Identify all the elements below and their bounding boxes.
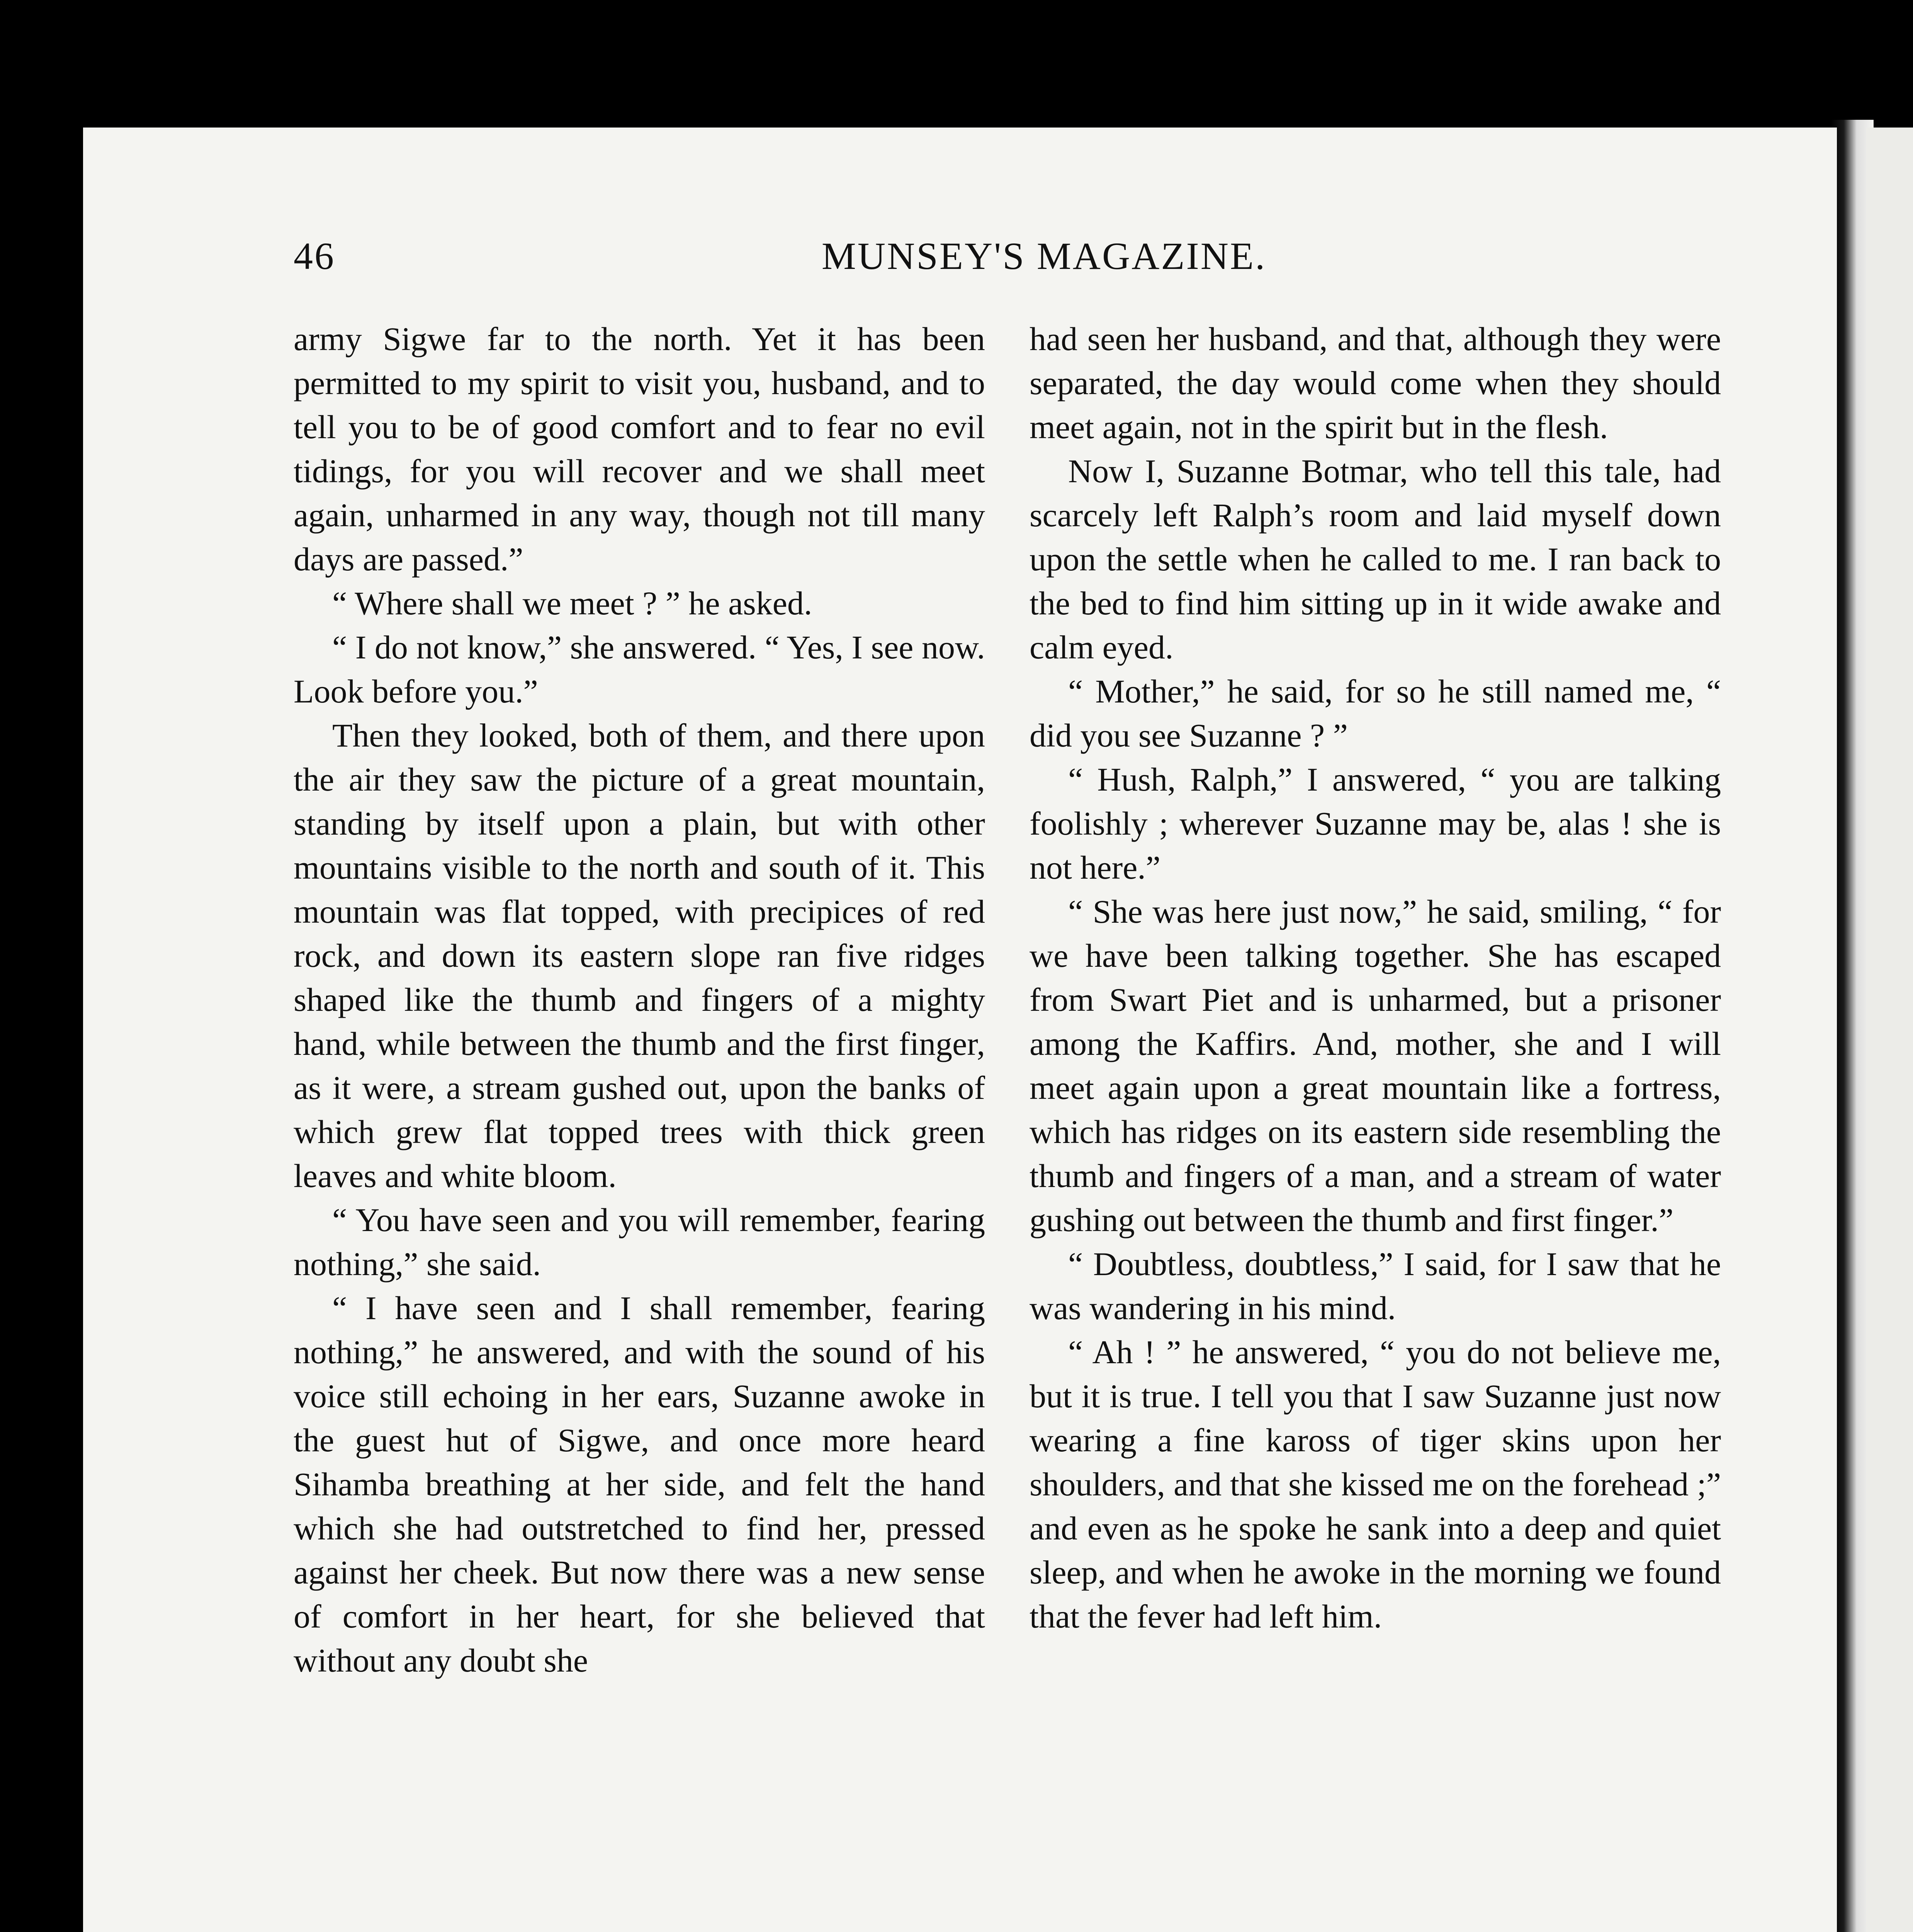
running-title: MUNSEY'S MAGAZINE.: [821, 235, 1267, 277]
paragraph: Now I, Suzanne Botmar, who tell this tale, had scarcely left Ralph’s room and laid myself down upon the settle when he called to me. I ran back to the bed to find him sitting up in it wide awake and calm eyed.: [1030, 452, 1721, 666]
left-column: [294, 317, 985, 1682]
paragraph: “ Hush, Ralph,” I answered, “ you are talking foolishly ; wherever Suzanne may be, alas ! she is not here.”: [1030, 761, 1721, 886]
magazine-page: [83, 128, 1837, 1932]
paragraph: army Sigwe far to the north. Yet it has been permitted to my spirit to visit you, husband, and to tell you to be of good comfort and to fear no evil tidings, for you will recover and we shall meet again, unharmed in any way, though not till many days are passed.”: [294, 320, 985, 578]
page-number: 46: [294, 235, 335, 277]
paragraph: “ She was here just now,” he said, smiling, “ for we have been talking together. She has escaped from Swart Piet and is unharmed, but a prisoner among the Kaffirs. And, mother, she and I will meet again upon a great mountain like a fortress, which has ridges on its eastern side resembling the thumb and fingers of a man, and a stream of water gushing out between the thumb and first finger.”: [1030, 893, 1721, 1238]
paragraph: “ You have seen and you will remember, fearing nothing,” she said.: [294, 1201, 985, 1282]
adjacent-page-edge: [1866, 128, 1913, 1932]
paragraph: “ I do not know,” she answered. “ Yes, I see now. Look before you.”: [294, 629, 985, 710]
paragraph: “ I have seen and I shall remember, fearing nothing,” he answered, and with the sound of his voice still echoing in her ears, Suzanne awoke in the guest hut of Sigwe, and once more heard Sihamba breathing at her side, and felt the hand which she had outstretched to find her, pressed against her cheek. But now there was a new sense of comfort in her heart, for she believed that without any doubt she: [294, 1289, 985, 1679]
paragraph: “ Ah ! ” he answered, “ you do not believe me, but it is true. I tell you that I saw Suzanne just now wearing a fine kaross of tiger skins upon her shoulders, and that she kissed me on the forehead ;” and even as he spoke he sank into a deep and quiet sleep, and when he awoke in the morning we found that the fever had left him.: [1030, 1333, 1721, 1635]
paragraph: had seen her husband, and that, although they were separated, the day would come when they should meet again, not in the spirit but in the flesh.: [1030, 320, 1721, 446]
paragraph: “ Doubtless, doubtless,” I said, for I saw that he was wandering in his mind.: [1030, 1245, 1721, 1327]
paragraph: “ Where shall we meet ? ” he asked.: [332, 585, 812, 622]
right-column: [1030, 317, 1721, 1638]
paragraph: Then they looked, both of them, and there upon the air they saw the picture of a great mountain, standing by itself upon a plain, but with other mountains visible to the north and south of it. This mountain was flat topped, with precipices of red rock, and down its eastern slope ran five ridges shaped like the thumb and fingers of a mighty hand, while between the thumb and the first finger, as it were, a stream gushed out, upon the banks of which grew flat topped trees with thick green leaves and white bloom.: [294, 717, 985, 1194]
paragraph: “ Mother,” he said, for so he still named me, “ did you see Suzanne ? ”: [1030, 673, 1721, 754]
